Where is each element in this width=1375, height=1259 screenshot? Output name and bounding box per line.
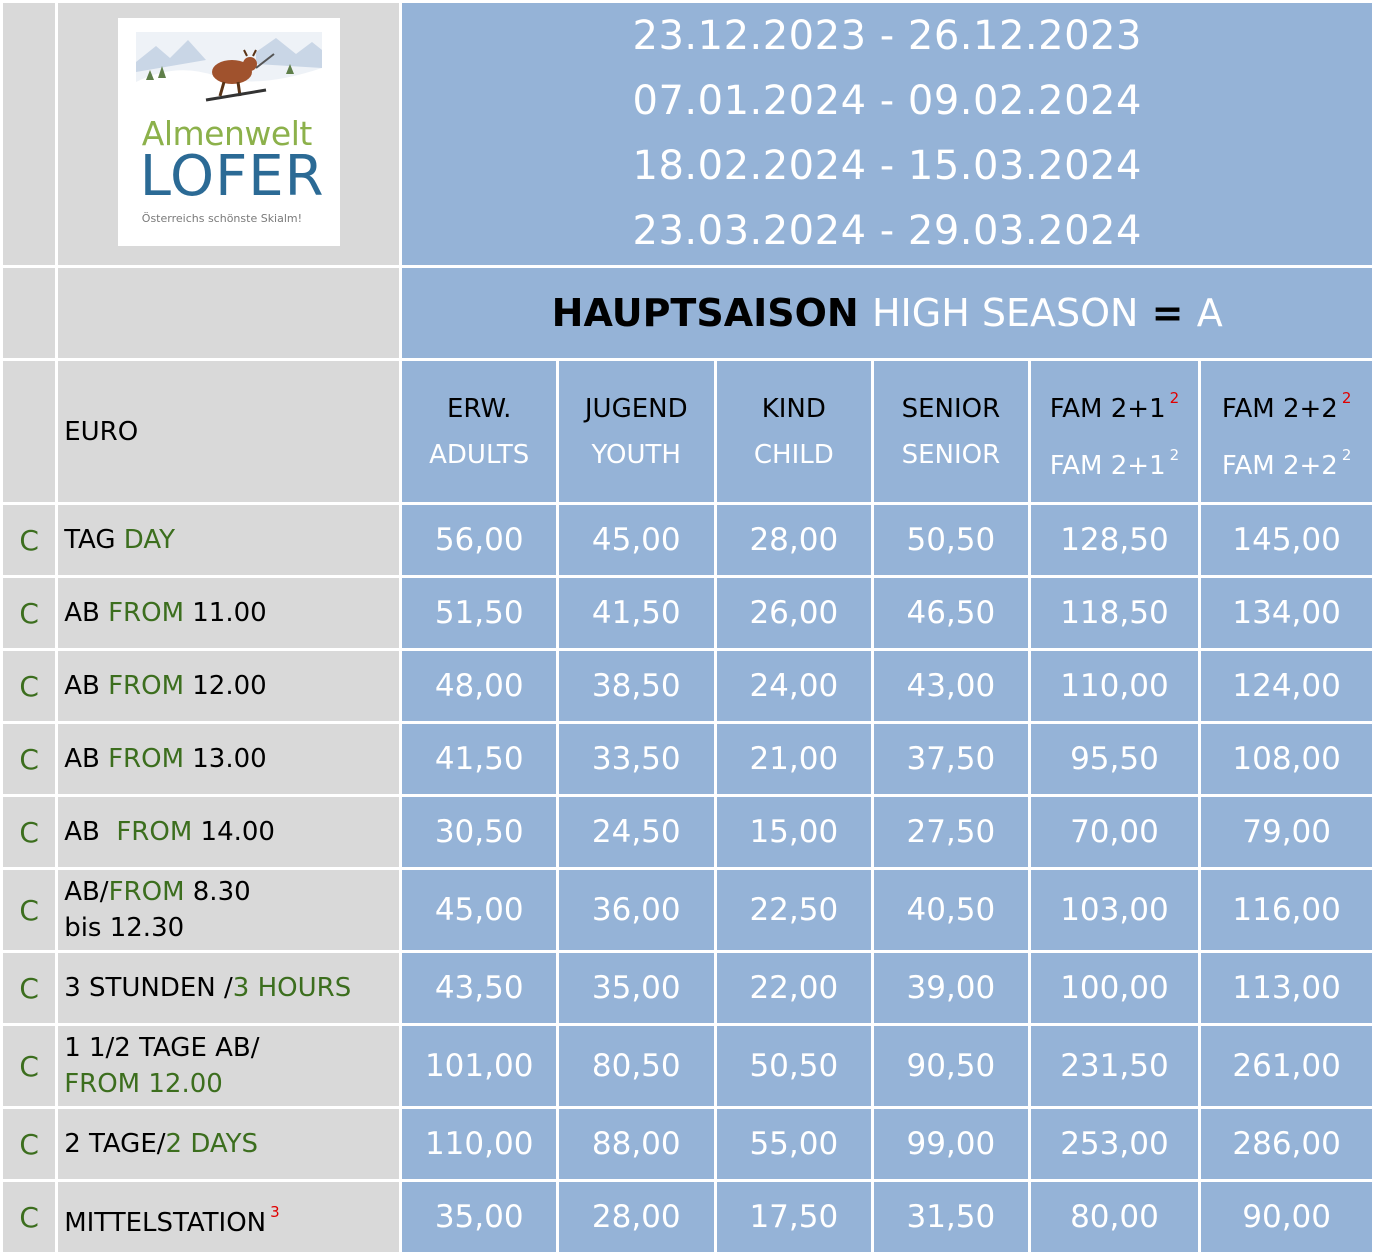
season-title <box>402 268 1372 358</box>
table-row <box>3 870 1372 950</box>
ticket-type-line <box>64 814 399 850</box>
table-row <box>3 505 1372 575</box>
category-code: C <box>3 505 55 575</box>
category-code: C <box>3 1026 55 1106</box>
price-cell: 90,00 <box>1201 1182 1372 1252</box>
ticket-type-de: 3 STUNDEN / <box>64 973 233 1003</box>
ticket-type-label <box>58 870 399 950</box>
ticket-type-time: 8.30 <box>184 877 251 907</box>
price-cell: 116,00 <box>1201 870 1372 950</box>
ticket-type-line2: bis 12.30 <box>64 913 185 943</box>
category-code: C <box>3 870 55 950</box>
price-cell: 88,00 <box>559 1109 714 1179</box>
col-label-en <box>1031 432 1199 489</box>
corner-cell <box>3 3 55 265</box>
empty-cell <box>3 361 55 502</box>
table-row <box>3 651 1372 721</box>
empty-cell <box>3 268 55 358</box>
col-fam-2-1 <box>1031 361 1199 502</box>
price-cell: 134,00 <box>1201 578 1372 648</box>
ticket-type-label <box>58 505 399 575</box>
col-label-en: ADULTS <box>429 439 530 470</box>
price-cell: 28,00 <box>559 1182 714 1252</box>
price-cell: 24,00 <box>717 651 872 721</box>
price-cell: 110,00 <box>1031 651 1199 721</box>
ticket-type-label <box>58 1182 399 1252</box>
price-cell: 45,00 <box>402 870 556 950</box>
header-dates-row <box>3 3 1372 265</box>
col-label-en: CHILD <box>753 439 834 470</box>
date-range: 18.02.2024 - 15.03.2024 <box>632 143 1142 189</box>
price-cell: 33,50 <box>559 724 714 794</box>
col-label-en: SENIOR <box>901 439 1001 470</box>
date-range: 23.03.2024 - 29.03.2024 <box>632 208 1142 254</box>
ticket-type-en: DAY <box>123 525 176 555</box>
table-row <box>3 578 1372 648</box>
price-cell: 55,00 <box>717 1109 872 1179</box>
price-cell: 46,50 <box>874 578 1028 648</box>
price-cell: 39,00 <box>874 953 1028 1023</box>
price-cell: 80,00 <box>1031 1182 1199 1252</box>
price-cell: 50,50 <box>874 505 1028 575</box>
ticket-type-line <box>64 595 399 631</box>
season-eq: = <box>1151 291 1184 335</box>
ticket-type-line2: FROM 12.00 <box>64 1069 223 1099</box>
ticket-type-en: FROM <box>108 671 184 701</box>
price-cell: 45,00 <box>559 505 714 575</box>
price-cell: 103,00 <box>1031 870 1199 950</box>
price-cell: 99,00 <box>874 1109 1028 1179</box>
col-label-en-text: FAM 2+2 <box>1221 450 1338 481</box>
ticket-type-de: AB <box>64 671 109 701</box>
col-label-de-text: FAM 2+1 <box>1049 393 1166 424</box>
col-label-de <box>1201 375 1372 432</box>
ticket-type-label <box>58 724 399 794</box>
col-label-en <box>1201 432 1372 489</box>
price-cell: 231,50 <box>1031 1026 1199 1106</box>
ticket-type-en: FROM <box>108 877 185 907</box>
ticket-type-label <box>58 651 399 721</box>
ticket-type-label <box>58 1026 399 1106</box>
ticket-type-time: 13.00 <box>184 744 267 774</box>
ticket-type-de: 2 TAGE/ <box>64 1129 166 1159</box>
ticket-type-en: 2 DAYS <box>165 1129 259 1159</box>
footnote-marker: 2 <box>1169 445 1180 464</box>
season-code: A <box>1196 291 1223 335</box>
currency-label: EURO <box>58 361 399 502</box>
category-code: C <box>3 953 55 1023</box>
ticket-type-de: AB/ <box>64 877 109 907</box>
price-cell: 38,50 <box>559 651 714 721</box>
price-cell: 110,00 <box>402 1109 556 1179</box>
ticket-type-time: 14.00 <box>192 817 275 847</box>
ticket-type-de: 1 1/2 TAGE AB/ <box>64 1033 260 1063</box>
price-cell: 253,00 <box>1031 1109 1199 1179</box>
price-cell: 100,00 <box>1031 953 1199 1023</box>
date-ranges <box>402 3 1372 265</box>
price-cell: 50,50 <box>717 1026 872 1106</box>
price-cell: 51,50 <box>402 578 556 648</box>
price-cell: 48,00 <box>402 651 556 721</box>
ticket-type-label <box>58 953 399 1023</box>
almenwelt-lofer-logo <box>118 18 340 246</box>
ticket-type-time: 12.00 <box>184 671 267 701</box>
price-cell: 22,00 <box>717 953 872 1023</box>
price-cell: 128,50 <box>1031 505 1199 575</box>
col-youth <box>559 361 714 502</box>
price-cell: 108,00 <box>1201 724 1372 794</box>
col-label-de: SENIOR <box>901 393 1001 424</box>
footnote-marker: 2 <box>1341 388 1352 407</box>
col-label-de: ERW. <box>446 393 512 424</box>
season-de: HAUPTSAISON <box>551 291 859 335</box>
price-cell: 30,50 <box>402 797 556 867</box>
price-rows <box>3 505 1372 1252</box>
price-cell: 26,00 <box>717 578 872 648</box>
category-code: C <box>3 797 55 867</box>
empty-cell <box>58 268 399 358</box>
logo-cell <box>58 3 399 265</box>
col-label-en-text: FAM 2+1 <box>1049 450 1166 481</box>
price-cell: 31,50 <box>874 1182 1028 1252</box>
footnote-marker: 2 <box>1169 388 1180 407</box>
col-fam-2-2 <box>1201 361 1372 502</box>
table-row <box>3 1026 1372 1106</box>
category-code: C <box>3 578 55 648</box>
price-cell: 43,50 <box>402 953 556 1023</box>
skiing-cow-illustration-icon <box>136 32 322 116</box>
ticket-type-line <box>64 522 399 558</box>
price-cell: 28,00 <box>717 505 872 575</box>
column-header-row <box>3 361 1372 502</box>
footnote-marker: 3 <box>270 1202 280 1221</box>
price-cell: 35,00 <box>402 1182 556 1252</box>
price-cell: 21,00 <box>717 724 872 794</box>
ticket-type-line <box>64 874 399 910</box>
ticket-type-label <box>58 578 399 648</box>
ticket-type-label <box>58 1109 399 1179</box>
price-cell: 70,00 <box>1031 797 1199 867</box>
date-range: 07.01.2024 - 09.02.2024 <box>632 78 1142 124</box>
ticket-type-label <box>58 797 399 867</box>
price-cell: 113,00 <box>1201 953 1372 1023</box>
table-row <box>3 1109 1372 1179</box>
price-cell: 36,00 <box>559 870 714 950</box>
date-range: 23.12.2023 - 26.12.2023 <box>632 13 1142 59</box>
price-cell: 101,00 <box>402 1026 556 1106</box>
price-cell: 286,00 <box>1201 1109 1372 1179</box>
ticket-type-line <box>64 1030 399 1066</box>
col-label-de: JUGEND <box>584 393 688 424</box>
ticket-type-de: AB <box>64 598 109 628</box>
ticket-type-en: FROM <box>108 744 184 774</box>
ticket-type-line <box>64 668 399 704</box>
ticket-type-line <box>64 741 399 777</box>
table-row <box>3 1182 1372 1252</box>
ticket-type-de: TAG <box>64 525 124 555</box>
col-adults <box>402 361 556 502</box>
col-label-de: KIND <box>761 393 826 424</box>
price-cell: 40,50 <box>874 870 1028 950</box>
table-row <box>3 724 1372 794</box>
ticket-type-time: 11.00 <box>184 598 267 628</box>
price-cell: 41,50 <box>559 578 714 648</box>
category-code: C <box>3 651 55 721</box>
ticket-type-de: AB <box>64 817 117 847</box>
price-cell: 79,00 <box>1201 797 1372 867</box>
price-cell: 90,50 <box>874 1026 1028 1106</box>
price-cell: 56,00 <box>402 505 556 575</box>
table-row <box>3 797 1372 867</box>
price-cell: 27,50 <box>874 797 1028 867</box>
season-en: HIGH SEASON <box>871 291 1139 335</box>
col-label-de <box>1031 375 1199 432</box>
price-cell: 15,00 <box>717 797 872 867</box>
season-row <box>3 268 1372 358</box>
price-cell: 17,50 <box>717 1182 872 1252</box>
ticket-type-en: 3 HOURS <box>232 973 352 1003</box>
price-cell: 80,50 <box>559 1026 714 1106</box>
logo-line1: Almenwelt <box>141 114 312 153</box>
price-cell: 95,50 <box>1031 724 1199 794</box>
price-cell: 43,00 <box>874 651 1028 721</box>
footnote-marker: 2 <box>1341 445 1352 464</box>
table-row <box>3 953 1372 1023</box>
ticket-type-de: AB <box>64 744 109 774</box>
price-cell: 261,00 <box>1201 1026 1372 1106</box>
price-cell: 41,50 <box>402 724 556 794</box>
price-cell: 22,50 <box>717 870 872 950</box>
price-cell: 145,00 <box>1201 505 1372 575</box>
ticket-type-line <box>64 1194 399 1241</box>
price-cell: 35,00 <box>559 953 714 1023</box>
category-code: C <box>3 724 55 794</box>
ticket-type-line <box>64 970 399 1006</box>
ticket-type-de: MITTELSTATION <box>64 1207 267 1238</box>
ticket-type-line <box>64 1126 399 1162</box>
logo-line2: LOFER <box>139 144 325 209</box>
logo-tagline: Österreichs schönste Skialm! <box>141 212 303 225</box>
category-code: C <box>3 1109 55 1179</box>
price-cell: 24,50 <box>559 797 714 867</box>
category-code: C <box>3 1182 55 1252</box>
price-cell: 118,50 <box>1031 578 1199 648</box>
col-child <box>717 361 872 502</box>
ticket-type-en: FROM <box>108 598 184 628</box>
price-cell: 37,50 <box>874 724 1028 794</box>
col-senior <box>874 361 1028 502</box>
col-label-de-text: FAM 2+2 <box>1221 393 1338 424</box>
ticket-type-en: FROM <box>116 817 193 847</box>
price-cell: 124,00 <box>1201 651 1372 721</box>
col-label-en: YOUTH <box>591 439 681 470</box>
